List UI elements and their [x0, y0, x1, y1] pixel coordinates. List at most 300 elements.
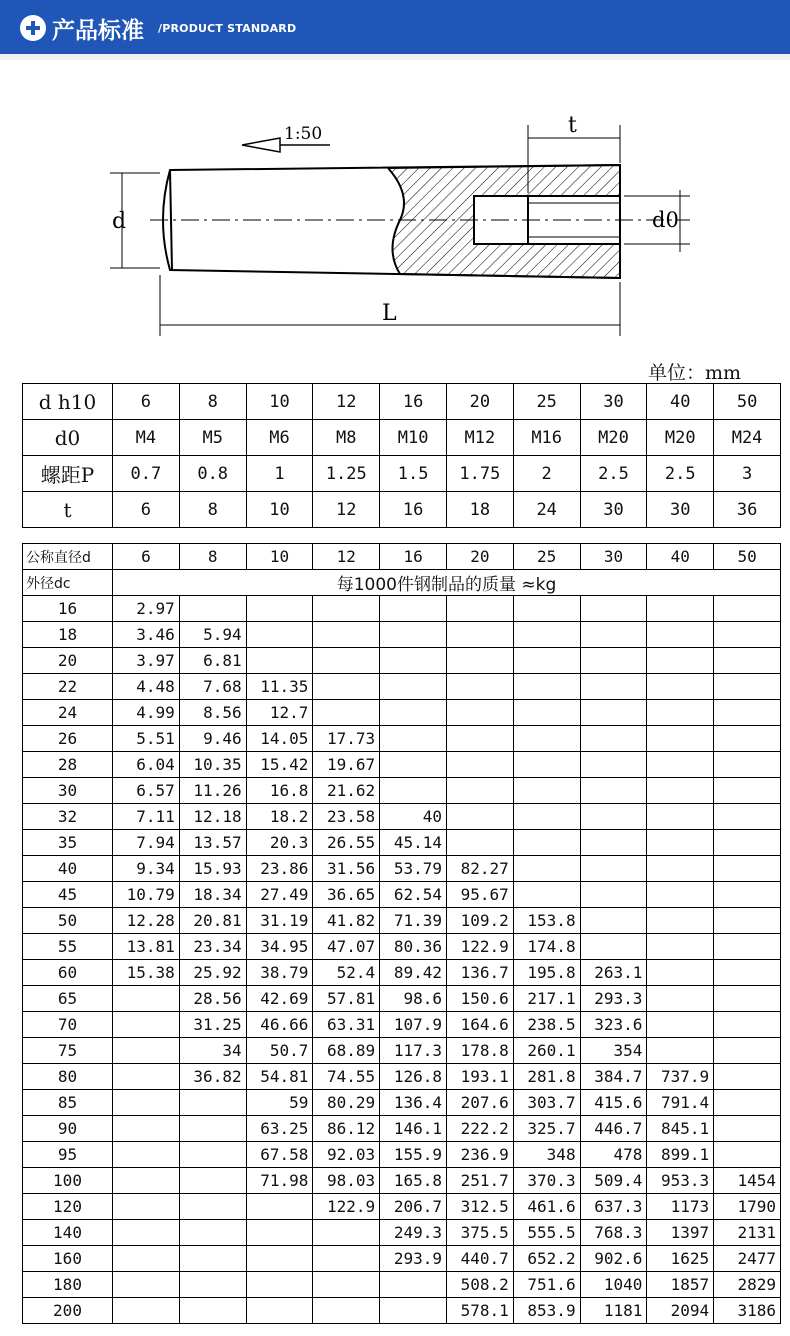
spec-cell: 24	[513, 492, 580, 528]
taper-label: 1:50	[284, 124, 323, 144]
mass-cell	[179, 1116, 246, 1142]
outer-diameter-cell: 85	[23, 1090, 113, 1116]
spec-row	[23, 420, 781, 456]
mass-cell: 31.25	[179, 1012, 246, 1038]
mass-cell	[246, 1194, 313, 1220]
spec-cell: 20	[446, 384, 513, 420]
nominal-diameter-cell: 40	[647, 544, 714, 570]
nominal-diameter-cell: 50	[714, 544, 781, 570]
mass-cell: 109.2	[446, 908, 513, 934]
mass-row	[23, 908, 781, 934]
spec-cell: M20	[580, 420, 647, 456]
mass-cell: 19.67	[313, 752, 380, 778]
mass-cell: 15.93	[179, 856, 246, 882]
mass-cell: 348	[513, 1142, 580, 1168]
spec-cell: M10	[380, 420, 447, 456]
mass-cell	[113, 1246, 180, 1272]
spec-row-label: t	[23, 492, 113, 528]
mass-cell: 11.26	[179, 778, 246, 804]
mass-cell	[714, 596, 781, 622]
mass-cell: 6.04	[113, 752, 180, 778]
spec-cell: M6	[246, 420, 313, 456]
mass-cell: 3.46	[113, 622, 180, 648]
mass-cell	[313, 1298, 380, 1324]
mass-cell: 354	[580, 1038, 647, 1064]
mass-cell	[113, 1142, 180, 1168]
mass-cell	[714, 622, 781, 648]
dim-d0: d0	[652, 208, 679, 232]
outer-diameter-cell: 200	[23, 1298, 113, 1324]
mass-cell: 89.42	[380, 960, 447, 986]
mass-cell	[380, 778, 447, 804]
mass-cell	[113, 1116, 180, 1142]
mass-cell: 791.4	[647, 1090, 714, 1116]
mass-cell: 415.6	[580, 1090, 647, 1116]
mass-cell: 164.6	[446, 1012, 513, 1038]
mass-cell: 845.1	[647, 1116, 714, 1142]
spec-cell: 18	[446, 492, 513, 528]
mass-cell	[113, 1220, 180, 1246]
spec-cell: 40	[647, 384, 714, 420]
mass-cell: 80.36	[380, 934, 447, 960]
mass-cell	[313, 1246, 380, 1272]
mass-cell	[580, 700, 647, 726]
spec-cell: 2.5	[647, 456, 714, 492]
mass-cell	[113, 1090, 180, 1116]
mass-cell: 40	[380, 804, 447, 830]
mass-cell: 122.9	[313, 1194, 380, 1220]
mass-cell: 293.9	[380, 1246, 447, 1272]
mass-cell: 67.58	[246, 1142, 313, 1168]
mass-cell	[246, 1246, 313, 1272]
outer-diameter-cell: 70	[23, 1012, 113, 1038]
dim-t: t	[568, 113, 577, 138]
mass-cell: 71.98	[246, 1168, 313, 1194]
spec-cell: M5	[179, 420, 246, 456]
mass-cell: 15.42	[246, 752, 313, 778]
outer-diameter-cell: 120	[23, 1194, 113, 1220]
spec-cell: 10	[246, 384, 313, 420]
mass-cell: 63.31	[313, 1012, 380, 1038]
outer-diameter-cell: 32	[23, 804, 113, 830]
outer-diameter-cell: 16	[23, 596, 113, 622]
mass-cell	[580, 804, 647, 830]
mass-row	[23, 1142, 781, 1168]
mass-cell: 1397	[647, 1220, 714, 1246]
mass-cell: 578.1	[446, 1298, 513, 1324]
mass-cell: 303.7	[513, 1090, 580, 1116]
mass-cell	[647, 960, 714, 986]
pin-drawing	[0, 100, 790, 345]
mass-cell	[714, 934, 781, 960]
mass-cell: 2477	[714, 1246, 781, 1272]
mass-cell	[714, 960, 781, 986]
mass-cell: 222.2	[446, 1116, 513, 1142]
mass-cell	[647, 908, 714, 934]
outer-diameter-cell: 65	[23, 986, 113, 1012]
mass-row	[23, 622, 781, 648]
mass-cell: 12.7	[246, 700, 313, 726]
header-banner	[0, 0, 790, 54]
mass-cell: 11.35	[246, 674, 313, 700]
spec-row	[23, 492, 781, 528]
mass-cell: 249.3	[380, 1220, 447, 1246]
outer-diameter-cell: 24	[23, 700, 113, 726]
mass-cell: 217.1	[513, 986, 580, 1012]
mass-cell: 902.6	[580, 1246, 647, 1272]
mass-row	[23, 1116, 781, 1142]
mass-cell	[246, 1272, 313, 1298]
mass-cell: 2094	[647, 1298, 714, 1324]
mass-cell: 9.46	[179, 726, 246, 752]
mass-caption: 每1000件钢制品的质量 ≈kg	[113, 570, 781, 596]
mass-cell: 2829	[714, 1272, 781, 1298]
mass-cell: 80.29	[313, 1090, 380, 1116]
mass-cell	[179, 596, 246, 622]
mass-cell: 146.1	[380, 1116, 447, 1142]
mass-cell	[580, 648, 647, 674]
mass-cell	[246, 596, 313, 622]
mass-cell	[179, 1142, 246, 1168]
mass-cell: 86.12	[313, 1116, 380, 1142]
mass-row	[23, 1194, 781, 1220]
mass-cell	[580, 622, 647, 648]
mass-cell: 899.1	[647, 1142, 714, 1168]
mass-cell: 74.55	[313, 1064, 380, 1090]
mass-cell: 136.4	[380, 1090, 447, 1116]
mass-cell	[580, 596, 647, 622]
mass-cell	[179, 1168, 246, 1194]
mass-row	[23, 986, 781, 1012]
mass-cell	[580, 908, 647, 934]
mass-cell: 5.94	[179, 622, 246, 648]
nominal-diameter-cell: 30	[580, 544, 647, 570]
mass-cell: 193.1	[446, 1064, 513, 1090]
mass-cell	[513, 778, 580, 804]
mass-cell	[313, 1272, 380, 1298]
spec-table	[22, 383, 781, 528]
mass-cell: 62.54	[380, 882, 447, 908]
mass-row	[23, 856, 781, 882]
mass-cell: 36.65	[313, 882, 380, 908]
mass-cell	[446, 830, 513, 856]
spec-row-label: 螺距P	[23, 456, 113, 492]
dc-label: 外径dc	[23, 570, 113, 596]
mass-cell: 20.81	[179, 908, 246, 934]
mass-cell	[580, 674, 647, 700]
header-divider	[0, 54, 790, 60]
mass-cell	[246, 1220, 313, 1246]
nominal-diameter-cell: 10	[246, 544, 313, 570]
mass-cell: 36.82	[179, 1064, 246, 1090]
mass-cell	[580, 856, 647, 882]
mass-cell	[446, 648, 513, 674]
mass-cell: 263.1	[580, 960, 647, 986]
mass-cell	[113, 1038, 180, 1064]
mass-cell: 1790	[714, 1194, 781, 1220]
mass-cell: 13.81	[113, 934, 180, 960]
spec-cell: M12	[446, 420, 513, 456]
mass-row	[23, 778, 781, 804]
mass-cell: 1040	[580, 1272, 647, 1298]
mass-cell	[513, 700, 580, 726]
nominal-diameter-cell: 8	[179, 544, 246, 570]
mass-row	[23, 882, 781, 908]
mass-cell: 7.68	[179, 674, 246, 700]
mass-caption-row	[23, 570, 781, 596]
mass-cell: 95.67	[446, 882, 513, 908]
outer-diameter-cell: 75	[23, 1038, 113, 1064]
spec-cell: 8	[179, 384, 246, 420]
mass-cell: 20.3	[246, 830, 313, 856]
mass-cell	[513, 752, 580, 778]
mass-cell	[513, 856, 580, 882]
mass-cell: 153.8	[513, 908, 580, 934]
mass-cell: 1857	[647, 1272, 714, 1298]
mass-cell	[714, 1116, 781, 1142]
mass-cell: 26.55	[313, 830, 380, 856]
unit-label: 单位：mm	[648, 362, 742, 384]
taper-indicator	[242, 124, 330, 152]
mass-cell	[446, 700, 513, 726]
mass-cell	[380, 752, 447, 778]
mass-cell	[647, 674, 714, 700]
spec-cell: 6	[113, 384, 180, 420]
mass-cell: 312.5	[446, 1194, 513, 1220]
mass-cell	[714, 804, 781, 830]
mass-cell	[313, 700, 380, 726]
mass-cell	[714, 830, 781, 856]
outer-diameter-cell: 30	[23, 778, 113, 804]
outer-diameter-cell: 26	[23, 726, 113, 752]
mass-cell: 1454	[714, 1168, 781, 1194]
outer-diameter-cell: 140	[23, 1220, 113, 1246]
mass-cell: 6.81	[179, 648, 246, 674]
mass-cell	[113, 986, 180, 1012]
mass-row	[23, 1272, 781, 1298]
mass-cell: 375.5	[446, 1220, 513, 1246]
mass-cell	[446, 778, 513, 804]
mass-cell: 6.57	[113, 778, 180, 804]
mass-cell: 10.35	[179, 752, 246, 778]
mass-cell	[714, 856, 781, 882]
mass-cell: 1625	[647, 1246, 714, 1272]
mass-cell: 953.3	[647, 1168, 714, 1194]
mass-cell	[513, 596, 580, 622]
mass-cell	[113, 1168, 180, 1194]
spec-cell: 16	[380, 384, 447, 420]
mass-cell	[647, 830, 714, 856]
mass-cell	[380, 1298, 447, 1324]
mass-cell	[446, 674, 513, 700]
mass-cell: 2131	[714, 1220, 781, 1246]
mass-cell: 637.3	[580, 1194, 647, 1220]
mass-cell: 21.62	[313, 778, 380, 804]
spec-row	[23, 456, 781, 492]
mass-cell: 16.8	[246, 778, 313, 804]
mass-cell: 57.81	[313, 986, 380, 1012]
mass-cell	[714, 1038, 781, 1064]
mass-cell	[647, 882, 714, 908]
spec-cell: 1.25	[313, 456, 380, 492]
mass-cell	[380, 622, 447, 648]
outer-diameter-cell: 95	[23, 1142, 113, 1168]
mass-cell	[113, 1272, 180, 1298]
mass-row	[23, 1064, 781, 1090]
outer-diameter-cell: 35	[23, 830, 113, 856]
mass-cell	[647, 648, 714, 674]
nominal-diameter-cell: 6	[113, 544, 180, 570]
mass-cell: 18.34	[179, 882, 246, 908]
spec-cell: 6	[113, 492, 180, 528]
mass-cell: 1173	[647, 1194, 714, 1220]
mass-cell	[647, 1012, 714, 1038]
mass-cell	[313, 648, 380, 674]
mass-cell	[647, 778, 714, 804]
mass-cell	[313, 674, 380, 700]
mass-cell	[313, 1220, 380, 1246]
mass-cell	[647, 622, 714, 648]
outer-diameter-cell: 20	[23, 648, 113, 674]
mass-cell: 54.81	[246, 1064, 313, 1090]
spec-cell: M8	[313, 420, 380, 456]
mass-cell: 23.58	[313, 804, 380, 830]
mass-row	[23, 1168, 781, 1194]
mass-cell: 325.7	[513, 1116, 580, 1142]
mass-cell: 34.95	[246, 934, 313, 960]
mass-cell: 14.05	[246, 726, 313, 752]
mass-cell: 509.4	[580, 1168, 647, 1194]
mass-cell: 122.9	[446, 934, 513, 960]
nominal-diameter-cell: 12	[313, 544, 380, 570]
mass-cell: 251.7	[446, 1168, 513, 1194]
mass-cell: 260.1	[513, 1038, 580, 1064]
spec-cell: 30	[647, 492, 714, 528]
mass-cell: 370.3	[513, 1168, 580, 1194]
mass-row	[23, 1090, 781, 1116]
mass-cell: 17.73	[313, 726, 380, 752]
mass-row	[23, 1012, 781, 1038]
outer-diameter-cell: 28	[23, 752, 113, 778]
mass-cell: 8.56	[179, 700, 246, 726]
mass-cell	[580, 830, 647, 856]
spec-cell: M4	[113, 420, 180, 456]
mass-cell	[113, 1012, 180, 1038]
spec-row	[23, 384, 781, 420]
mass-cell	[580, 752, 647, 778]
mass-row	[23, 648, 781, 674]
mass-cell	[714, 1090, 781, 1116]
mass-cell: 71.39	[380, 908, 447, 934]
spec-cell: 1.5	[380, 456, 447, 492]
outer-diameter-cell: 50	[23, 908, 113, 934]
spec-row-label: d h10	[23, 384, 113, 420]
mass-cell	[513, 648, 580, 674]
mass-cell: 207.6	[446, 1090, 513, 1116]
mass-cell: 9.34	[113, 856, 180, 882]
dim-L: L	[382, 301, 397, 326]
mass-cell: 7.11	[113, 804, 180, 830]
mass-cell: 751.6	[513, 1272, 580, 1298]
mass-cell: 174.8	[513, 934, 580, 960]
mass-cell: 446.7	[580, 1116, 647, 1142]
spec-cell: 50	[714, 384, 781, 420]
spec-cell: 8	[179, 492, 246, 528]
spec-cell: 2.5	[580, 456, 647, 492]
mass-cell	[380, 596, 447, 622]
mass-cell: 2.97	[113, 596, 180, 622]
mass-cell: 178.8	[446, 1038, 513, 1064]
mass-cell	[113, 1194, 180, 1220]
outer-diameter-cell: 18	[23, 622, 113, 648]
spec-cell: 12	[313, 492, 380, 528]
outer-diameter-cell: 180	[23, 1272, 113, 1298]
mass-cell: 15.38	[113, 960, 180, 986]
mass-cell	[714, 882, 781, 908]
nominal-diameter-cell: 16	[380, 544, 447, 570]
mass-cell	[113, 1298, 180, 1324]
mass-cell: 27.49	[246, 882, 313, 908]
mass-cell	[513, 804, 580, 830]
mass-cell	[647, 856, 714, 882]
mass-row	[23, 1298, 781, 1324]
mass-cell	[446, 804, 513, 830]
mass-row	[23, 934, 781, 960]
mass-cell: 98.6	[380, 986, 447, 1012]
outer-diameter-cell: 80	[23, 1064, 113, 1090]
mass-cell: 34	[179, 1038, 246, 1064]
mass-table	[22, 543, 781, 1324]
mass-cell	[714, 986, 781, 1012]
mass-cell: 59	[246, 1090, 313, 1116]
outer-diameter-cell: 22	[23, 674, 113, 700]
mass-cell: 3186	[714, 1298, 781, 1324]
mass-row	[23, 700, 781, 726]
mass-cell	[714, 752, 781, 778]
mass-cell	[380, 726, 447, 752]
spec-cell: 0.8	[179, 456, 246, 492]
mass-cell: 238.5	[513, 1012, 580, 1038]
mass-cell	[179, 1220, 246, 1246]
mass-row	[23, 596, 781, 622]
mass-cell: 46.66	[246, 1012, 313, 1038]
spec-cell: 30	[580, 384, 647, 420]
mass-cell	[714, 1064, 781, 1090]
mass-cell: 31.56	[313, 856, 380, 882]
page-title: 产品标准	[52, 18, 144, 44]
spec-cell: 16	[380, 492, 447, 528]
mass-cell	[179, 1298, 246, 1324]
mass-cell: 508.2	[446, 1272, 513, 1298]
mass-cell: 165.8	[380, 1168, 447, 1194]
spec-row-label: d0	[23, 420, 113, 456]
mass-cell: 47.07	[313, 934, 380, 960]
mass-cell: 4.48	[113, 674, 180, 700]
mass-cell: 42.69	[246, 986, 313, 1012]
mass-row	[23, 1038, 781, 1064]
outer-diameter-cell: 40	[23, 856, 113, 882]
mass-cell	[647, 1038, 714, 1064]
mass-row	[23, 1220, 781, 1246]
mass-cell	[580, 778, 647, 804]
mass-cell	[647, 726, 714, 752]
mass-cell: 23.34	[179, 934, 246, 960]
mass-cell: 7.94	[113, 830, 180, 856]
mass-cell	[580, 726, 647, 752]
mass-cell: 23.86	[246, 856, 313, 882]
spec-cell: 2	[513, 456, 580, 492]
mass-cell: 323.6	[580, 1012, 647, 1038]
